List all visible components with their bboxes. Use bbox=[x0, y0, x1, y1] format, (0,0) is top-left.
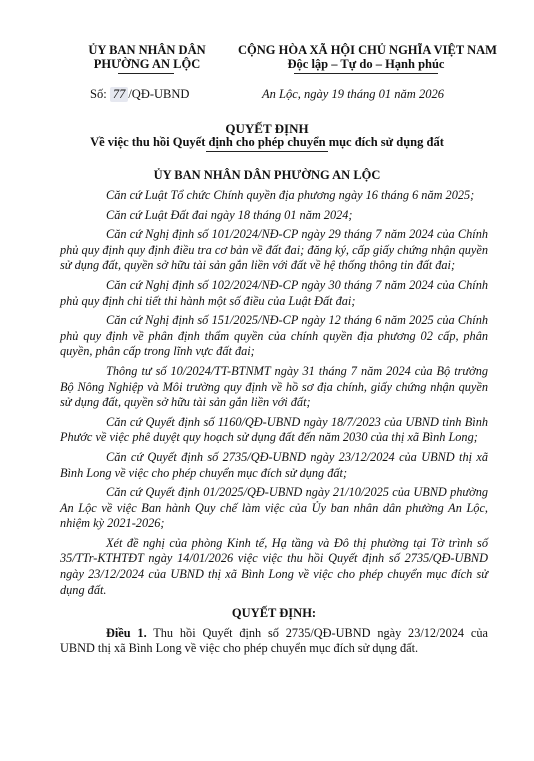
issuing-agency bbox=[78, 43, 216, 71]
motto-underline bbox=[294, 73, 438, 74]
agency-line-1: ỦY BAN NHÂN DÂN bbox=[88, 43, 206, 57]
preamble-item: Căn cứ Quyết định số 2735/QĐ-UBND ngày 23/12/2024 của UBND thị xã Bình Long về việc cho phép chuyển mục đích sử dụng đất; bbox=[60, 449, 488, 480]
decision-heading: QUYẾT ĐỊNH: bbox=[231, 606, 317, 621]
article-1 bbox=[60, 626, 488, 657]
preamble-item: Căn cứ Luật Đất đai ngày 18 tháng 01 năm 2024; bbox=[106, 207, 353, 222]
document-number bbox=[90, 87, 189, 102]
date-place: An Lộc, ngày bbox=[262, 87, 329, 101]
article-1-text: Thu hồi Quyết định số 2735/QĐ-UBND ngày 23/12/2024 của UBND thị xã Bình Long về việc cho phép chuyển mục đích sử dụng đất. bbox=[60, 625, 488, 656]
preamble-item: Căn cứ Nghị định số 102/2024/NĐ-CP ngày 30 tháng 7 năm 2024 của Chính phủ quy định chi tiết thi hành một số điều của Luật Đất đai; bbox=[60, 277, 488, 308]
doc-number-prefix: Số: bbox=[90, 87, 107, 101]
preamble-item: Căn cứ Quyết định số 1160/QĐ-UBND ngày 18/7/2023 của UBND tỉnh Bình Phước về việc phê duyệt quy hoạch sử dụng đất đến năm 2030 của thị xã Bình Long; bbox=[60, 414, 488, 445]
date-rest: tháng 01 năm 2026 bbox=[347, 87, 444, 101]
preamble-item: Căn cứ Nghị định số 151/2025/NĐ-CP ngày 12 tháng 6 năm 2025 của Chính phủ quy định về phân định thẩm quyền của chính quyền địa phương 02 cấp, phân quyền, phân cấp trong lĩnh vực đất đai; bbox=[60, 313, 488, 359]
preamble-item: Căn cứ Quyết định 01/2025/QĐ-UBND ngày 21/10/2025 của UBND phường An Lộc về việc Ban hành Quy chế làm việc của Ủy ban nhân dân phường An Lộc, nhiệm kỳ 2021-2026; bbox=[60, 485, 488, 531]
subtitle-underline bbox=[206, 151, 328, 152]
preamble-item: Thông tư số 10/2024/TT-BTNMT ngày 31 tháng 7 năm 2024 của Bộ trưởng Bộ Nông Nghiệp và Môi trường quy định về hồ sơ địa chính, giấy chứng nhận quyền sử dụng đất, quyền sở hữu tài sản gắn liền với đất; bbox=[60, 363, 488, 410]
date-day: 19 bbox=[331, 87, 344, 101]
agency-line-2: PHƯỜNG AN LỘC bbox=[93, 57, 201, 71]
country-name: CỘNG HÒA XÃ HỘI CHỦ NGHĨA VIỆT NAM bbox=[238, 43, 497, 57]
preamble-item: Căn cứ Luật Tổ chức Chính quyền địa phương ngày 16 tháng 6 năm 2025; bbox=[106, 188, 475, 202]
document-body bbox=[60, 188, 488, 657]
agency-underline bbox=[118, 73, 174, 74]
doc-number-suffix: /QĐ-UBND bbox=[128, 87, 190, 101]
national-motto bbox=[238, 43, 497, 71]
issuer-heading: ỦY BAN NHÂN DÂN PHƯỜNG AN LỘC bbox=[153, 168, 381, 182]
preamble-item: Xét đề nghị của phòng Kinh tế, Hạ tầng và Đô thị phường tại Tờ trình số 35/TTr-KTHTĐT ngày 14/01/2026 việc việc thu hồi Quyết định số 2735/QĐ-UBND ngày 23/12/2024 của UBND thị xã Bình Long về việc cho phép chuyển mục đích sử dụng đất. bbox=[60, 535, 488, 597]
motto-line: Độc lập – Tự do – Hạnh phúc bbox=[287, 57, 445, 71]
document-subtitle: Về việc thu hồi Quyết định cho phép chuyển mục đích sử dụng đất bbox=[90, 135, 444, 149]
preamble-item: Căn cứ Nghị định số 101/2024/NĐ-CP ngày 29 tháng 7 năm 2024 của Chính phủ quy định quy định điều tra cơ bản về đất đai; đăng ký, cấp giấy chứng nhận quyền sử dụng đất, quyền sở hữu tài sản gắn liền với đất về hệ thống thông tin đất đai; bbox=[60, 227, 488, 273]
doc-number-value: 77 bbox=[110, 87, 129, 102]
document-title: QUYẾT ĐỊNH bbox=[225, 121, 309, 136]
article-1-label: Điều 1. bbox=[106, 625, 147, 640]
document-date bbox=[262, 87, 444, 102]
